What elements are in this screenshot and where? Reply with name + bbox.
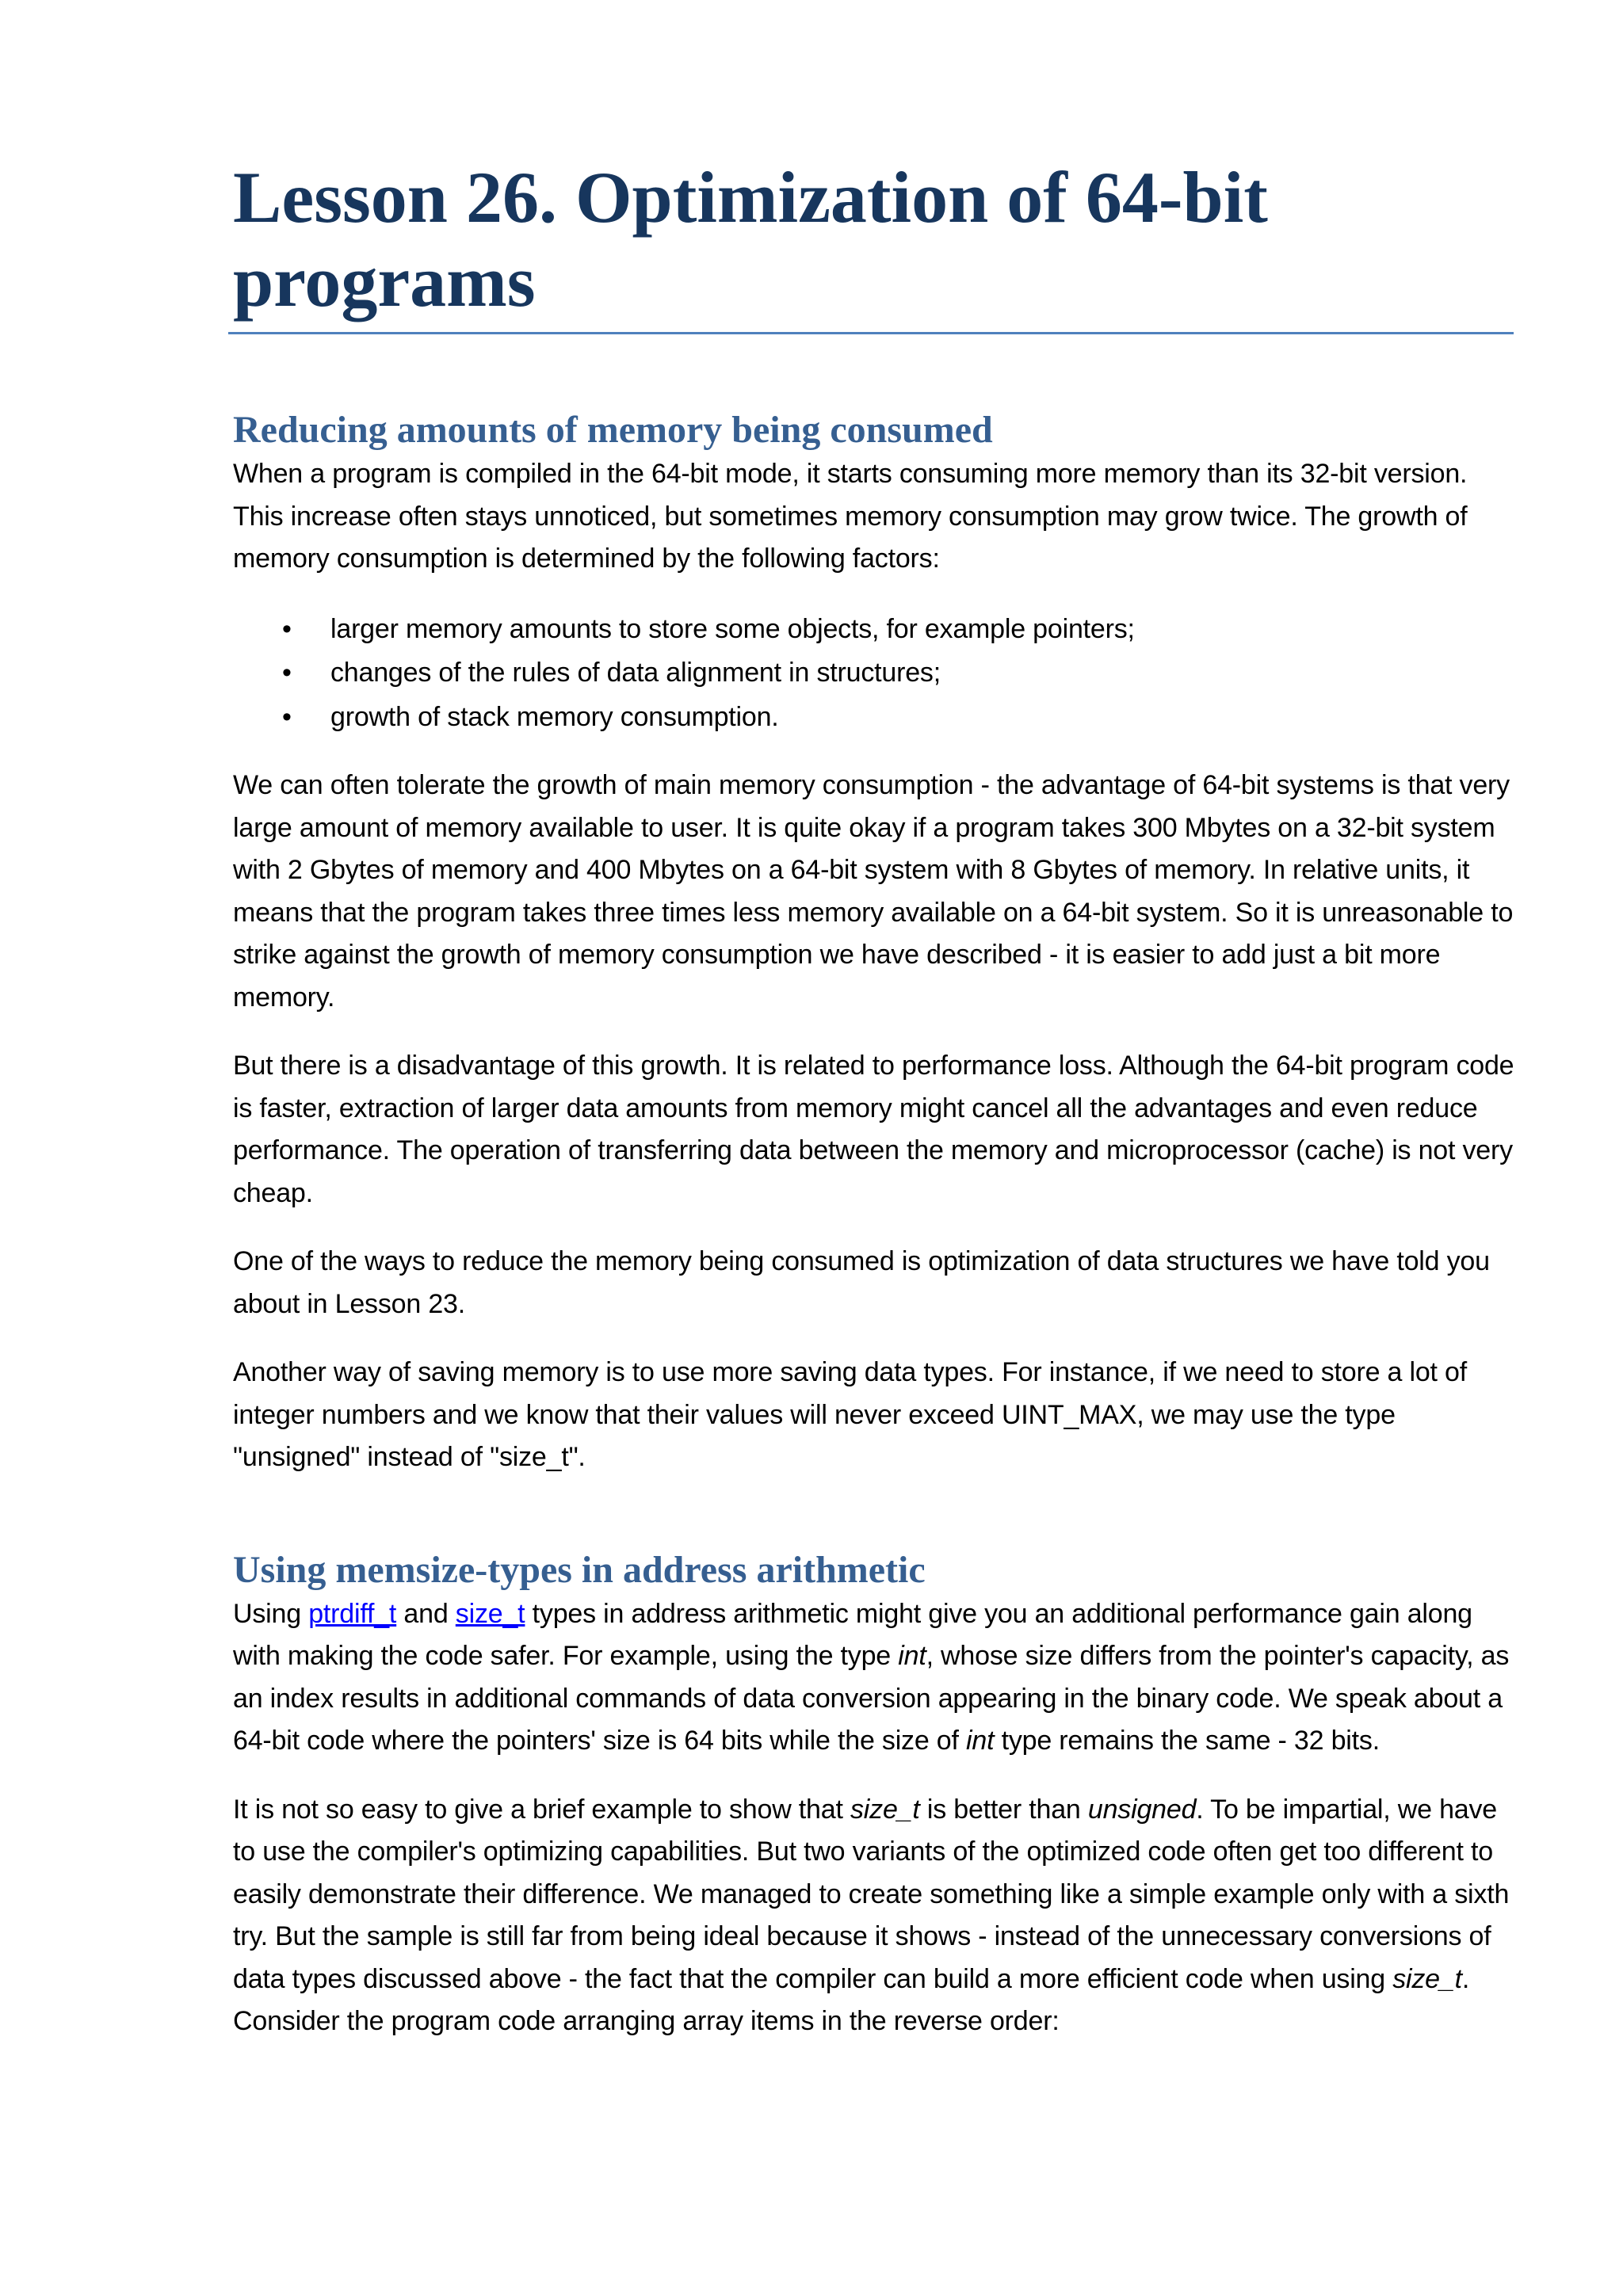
text-run: type remains the same - 32 bits. <box>994 1726 1380 1756</box>
italic-term: size_t <box>1392 1963 1462 1994</box>
text-run: , whose size differs from the pointer's capacity, as an index results in additional commands of data conversion appearing in the binary code. We speak about a 64-bit code where the pointers' size is 64 bits while the size of <box>233 1641 1510 1756</box>
bullet-icon: • <box>282 613 292 644</box>
list-item <box>233 696 1515 740</box>
paragraph-memsize-intro <box>233 1593 1515 1763</box>
paragraph-intro: When a program is compiled in the 64-bit mode, it starts consuming more memory than its 32-bit version. This increase often stays unnoticed, but sometimes memory consumption may grow twice. The growth of memory consumption is determined by the following factors: <box>233 459 1468 574</box>
list-item <box>233 651 1515 696</box>
text-run: It is not so easy to give a brief example to show that <box>233 1794 850 1825</box>
text-run: types in address arithmetic might give you an additional performance gain along with making the code safer. For example, using the type <box>233 1598 1472 1671</box>
size-t-link[interactable]: size_t <box>455 1598 525 1629</box>
text-run: Using <box>233 1598 309 1629</box>
paragraph-disadvantage: But there is a disadvantage of this growth. It is related to performance loss. Although the 64-bit program code is faster, extraction of larger data amounts from memory might cancel all the advantages and even reduce performance. The operation of transferring data between the memory and microprocessor (cache) is not very cheap. <box>233 1051 1514 1208</box>
text-run: . Consider the program code arranging array items in the reverse order: <box>233 1963 1470 2036</box>
bullet-icon: • <box>282 701 292 732</box>
bullet-icon: • <box>282 658 292 688</box>
text-run: . To be impartial, we have to use the compiler's optimizing capabilities. But two variants of the optimized code often get too different to easily demonstrate their difference. We managed to create something like a simple example only with a sixth try. But the sample is still far from being ideal because it shows - instead of the unnecessary conversions of data types discussed above - the fact that the compiler can build a more efficient code when using <box>233 1794 1510 1994</box>
section-heading-memsize: Using memsize-types in address arithmetic <box>233 1548 926 1591</box>
list-item-text: growth of stack memory consumption. <box>330 701 779 732</box>
list-item-text: changes of the rules of data alignment in structures; <box>330 658 941 688</box>
text-run: is better than <box>919 1794 1088 1825</box>
italic-term: int <box>898 1641 926 1671</box>
italic-term: size_t <box>850 1794 920 1825</box>
paragraph-tolerate: We can often tolerate the growth of main memory consumption - the advantage of 64-bit systems is that very large amount of memory available to user. It is quite okay if a program takes 300 Mbytes on a 32-bit system with 2 Gbytes of memory and 400 Mbytes on a 64-bit system with 8 Gbytes of memory. In relative units, it means that the program takes three times less memory available on a 64-bit system. So it is unreasonable to strike against the growth of memory consumption we have described - it is easier to add just a bit more memory. <box>233 770 1514 1013</box>
section-heading-memory: Reducing amounts of memory being consumed <box>233 409 993 451</box>
list-item-text: larger memory amounts to store some objects, for example pointers; <box>330 613 1135 644</box>
text-run: and <box>396 1598 456 1629</box>
paragraph-size-t-example <box>233 1789 1515 2043</box>
paragraph-saving-types: Another way of saving memory is to use more saving data types. For instance, if we need to store a lot of integer numbers and we know that their values will never exceed UINT_MAX, we may use the type "unsigned" instead of "size_t". <box>233 1357 1467 1472</box>
document-content <box>233 155 1515 2043</box>
page-title: Lesson 26. Optimization of 64-bit programs <box>233 157 1268 322</box>
list-item <box>233 608 1515 652</box>
italic-term: int <box>966 1726 995 1756</box>
ptrdiff-t-link[interactable]: ptrdiff_t <box>308 1598 397 1629</box>
italic-term: unsigned <box>1087 1794 1197 1825</box>
factors-list <box>233 608 1515 740</box>
paragraph-optimization: One of the ways to reduce the memory being consumed is optimization of data structures we have told you about in Lesson 23. <box>233 1246 1490 1319</box>
